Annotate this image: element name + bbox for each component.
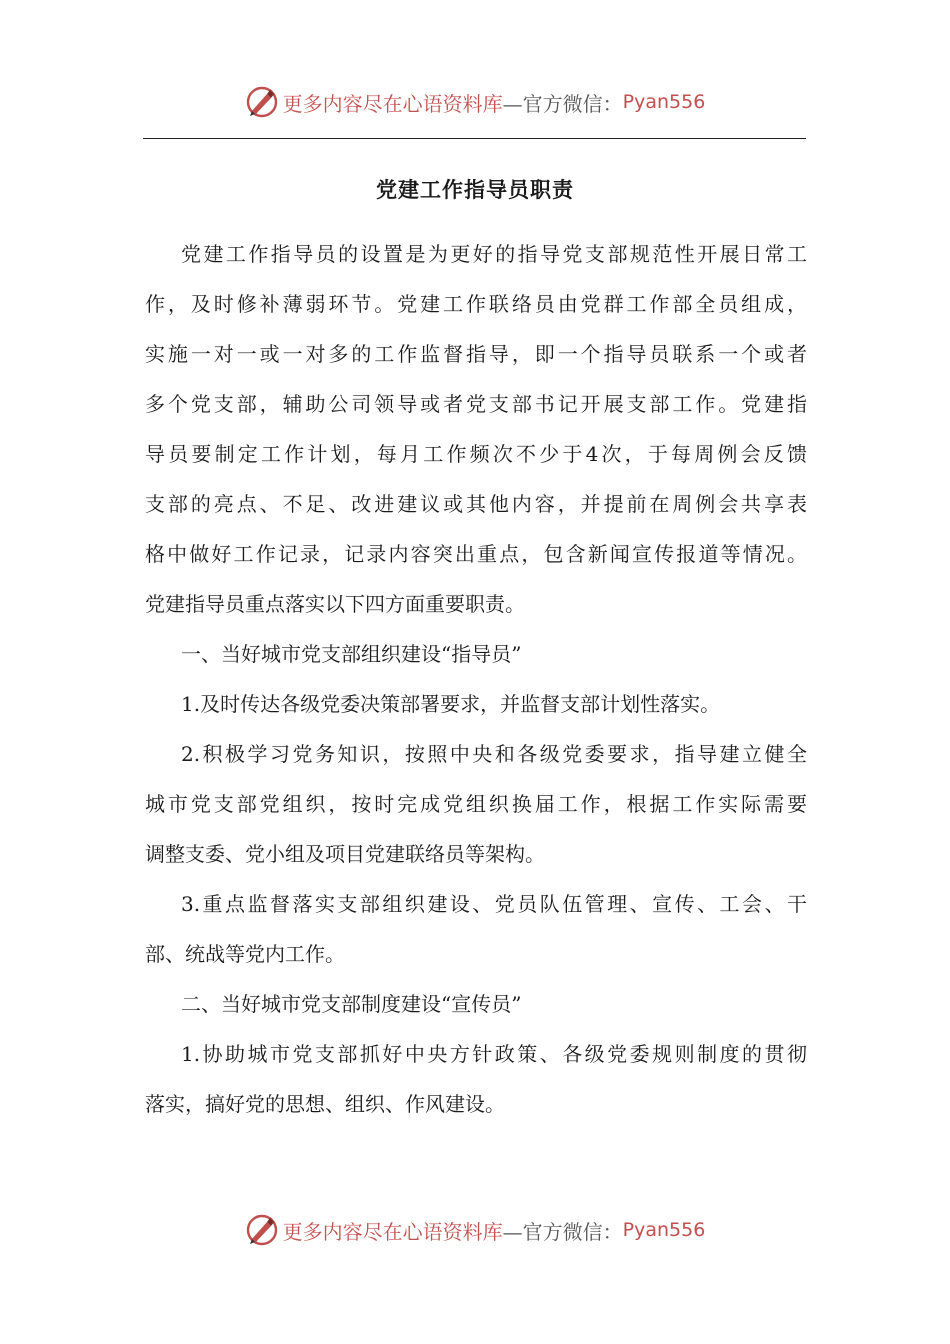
footer-official-text: —官方微信：	[502, 1219, 623, 1244]
footer-banner	[0, 1210, 950, 1250]
body-line: 2.积极学习党务知识，按照中央和各级党委要求，指导建立健全	[181, 742, 807, 766]
body-line: 城市党支部党组织，按时完成党组织换届工作，根据工作实际需要	[145, 792, 807, 816]
body-line: 作，及时修补薄弱环节。党建工作联络员由党群工作部全员组成，	[145, 292, 807, 316]
footer-wechat-id: Pyan556	[622, 1219, 706, 1241]
header-site-text: 更多内容尽在心语资料库	[282, 91, 503, 116]
header-wechat-id: Pyan556	[622, 91, 706, 113]
pen-logo-icon	[245, 1213, 279, 1247]
header-banner	[0, 82, 950, 122]
body-line: 导员要制定工作计划，每月工作频次不少于4次，于每周例会反馈	[145, 442, 807, 466]
body-line: 落实，搞好党的思想、组织、作风建设。	[145, 1092, 505, 1116]
footer-site-text: 更多内容尽在心语资料库	[282, 1219, 503, 1244]
header-divider	[143, 138, 806, 139]
pen-logo-icon	[245, 85, 279, 119]
body-line: 3.重点监督落实支部组织建设、党员队伍管理、宣传、工会、干	[181, 892, 807, 916]
section-heading: 一、当好城市党支部组织建设“指导员”	[181, 642, 522, 666]
body-line: 实施一对一或一对多的工作监督指导，即一个指导员联系一个或者	[145, 342, 807, 366]
body-line: 党建工作指导员的设置是为更好的指导党支部规范性开展日常工	[181, 242, 807, 266]
header-official-text: —官方微信：	[502, 91, 623, 116]
body-line: 1.及时传达各级党委决策部署要求，并监督支部计划性落实。	[181, 692, 721, 716]
body-line: 支部的亮点、不足、改进建议或其他内容，并提前在周例会共享表	[145, 492, 807, 516]
document-title: 党建工作指导员职责	[376, 177, 574, 202]
body-line: 多个党支部，辅助公司领导或者党支部书记开展支部工作。党建指	[145, 392, 807, 416]
document-body	[145, 229, 807, 1129]
section-heading: 二、当好城市党支部制度建设“宣传员”	[181, 992, 522, 1016]
body-line: 调整支委、党小组及项目党建联络员等架构。	[145, 842, 545, 866]
body-line: 党建指导员重点落实以下四方面重要职责。	[145, 592, 525, 616]
body-line: 格中做好工作记录，记录内容突出重点，包含新闻宣传报道等情况。	[145, 542, 807, 566]
body-line: 1.协助城市党支部抓好中央方针政策、各级党委规则制度的贯彻	[181, 1042, 807, 1066]
body-line: 部、统战等党内工作。	[145, 942, 345, 966]
